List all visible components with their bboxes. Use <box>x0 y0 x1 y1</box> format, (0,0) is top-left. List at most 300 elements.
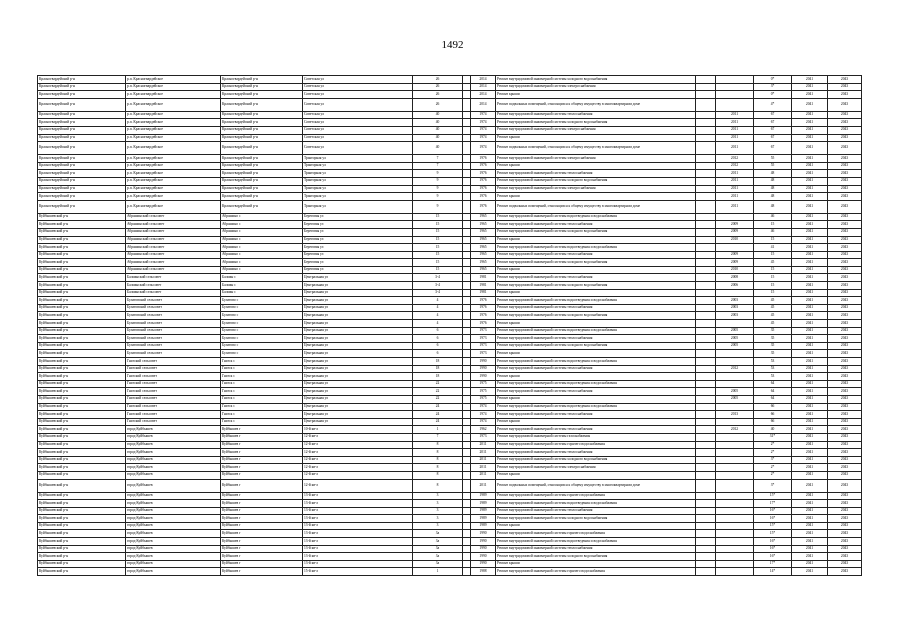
cell-wear: 15 <box>754 289 792 297</box>
cell-district: Куйбышевский р-н <box>38 365 126 373</box>
table-row <box>38 83 862 91</box>
cell-wear: 55 <box>754 155 792 163</box>
table-row <box>38 119 862 127</box>
cell-last-repair-year <box>716 403 754 411</box>
cell-house: 40 <box>413 134 463 142</box>
cell-plan-start: 2041 <box>792 418 828 426</box>
cell-house: 15 <box>413 251 463 259</box>
cell-blank <box>696 244 716 252</box>
cell-locality: Булатово с <box>221 327 303 335</box>
cell-municipality: город Куйбышев <box>126 507 221 515</box>
cell-blank <box>696 228 716 236</box>
cell-work-type: Ремонт внутридомовой инженерной системы холодного водоснабжения <box>496 119 696 127</box>
cell-work-type: Ремонт крыши <box>496 560 696 568</box>
cell-wear: 67 <box>754 126 792 134</box>
cell-last-repair-year: 2009 <box>716 251 754 259</box>
cell-house: 18 <box>413 358 463 366</box>
cell-year-built: 1965 <box>471 251 496 259</box>
cell-locality: Абрашино с <box>221 228 303 236</box>
cell-locality: Абрашино с <box>221 244 303 252</box>
table-row <box>38 91 862 99</box>
cell-plan-start: 2041 <box>792 98 828 111</box>
cell-work-type: Ремонт внутридомовой инженерной системы холодного водоснабжения <box>496 456 696 464</box>
cell-year-built: 1974 <box>471 418 496 426</box>
cell-street: Береговая ул <box>303 213 413 221</box>
cell-house: 6 <box>413 342 463 350</box>
cell-work-type: Ремонт внутридомовой инженерной системы холодного водоснабжения <box>496 282 696 290</box>
cell-blank <box>696 507 716 515</box>
cell-blank <box>696 304 716 312</box>
cell-locality: Красногвардейский р-н <box>221 177 303 185</box>
cell-wear: 46 <box>754 228 792 236</box>
table-row <box>38 221 862 229</box>
cell-building <box>463 358 471 366</box>
cell-street: Центральная ул <box>303 418 413 426</box>
table-row <box>38 538 862 546</box>
cell-last-repair-year: 2011 <box>716 193 754 201</box>
cell-year-built: 2011 <box>471 479 496 492</box>
cell-municipality: город Куйбышев <box>126 426 221 434</box>
cell-plan-start: 2041 <box>792 395 828 403</box>
cell-locality: Булатово с <box>221 312 303 320</box>
cell-work-type: Ремонт внутридомовой инженерной системы теплоснабжения <box>496 304 696 312</box>
table-row <box>38 155 862 163</box>
cell-street: 12-й кв-л <box>303 433 413 441</box>
cell-blank <box>696 170 716 178</box>
cell-year-built: 1974 <box>471 119 496 127</box>
cell-year-built: 2011 <box>471 464 496 472</box>
cell-locality: Красногвардейский р-н <box>221 185 303 193</box>
cell-year-built: 1989 <box>471 515 496 523</box>
cell-municipality: Абрашинский сельсовет <box>126 266 221 274</box>
cell-locality: Балман с <box>221 289 303 297</box>
cell-work-type: Ремонт внутридомовой инженерной системы теплоснабжения <box>496 221 696 229</box>
cell-municipality: р.п. Красногвардейское <box>126 91 221 99</box>
table-row <box>38 297 862 305</box>
cell-last-repair-year <box>716 507 754 515</box>
cell-wear: 66 <box>754 403 792 411</box>
cell-blank <box>696 545 716 553</box>
cell-house: 15 <box>413 221 463 229</box>
cell-building <box>463 350 471 358</box>
cell-plan-end: 2043 <box>828 426 862 434</box>
cell-house: 24 <box>413 418 463 426</box>
table-row <box>38 142 862 155</box>
cell-municipality: Гнатский сельсовет <box>126 358 221 366</box>
cell-house: 8 <box>413 456 463 464</box>
cell-blank <box>696 449 716 457</box>
cell-plan-end: 2043 <box>828 126 862 134</box>
cell-house: 1 <box>413 568 463 576</box>
cell-district: Красногвардейский р-н <box>38 170 126 178</box>
cell-district: Красногвардейский р-н <box>38 76 126 84</box>
cell-wear: 45 <box>754 320 792 328</box>
cell-plan-start: 2041 <box>792 289 828 297</box>
cell-locality: Куйбышев г <box>221 464 303 472</box>
cell-street: 13-й кв-л <box>303 553 413 561</box>
cell-plan-end: 2043 <box>828 388 862 396</box>
cell-municipality: Булатовский сельсовет <box>126 335 221 343</box>
cell-year-built: 1988 <box>471 568 496 576</box>
cell-wear: 66 <box>754 411 792 419</box>
cell-last-repair-year <box>716 456 754 464</box>
cell-house: 7 <box>413 433 463 441</box>
cell-year-built: 1965 <box>471 244 496 252</box>
cell-house: 9 <box>413 193 463 201</box>
cell-plan-start: 2041 <box>792 433 828 441</box>
table-row <box>38 522 862 530</box>
cell-last-repair-year: 2010 <box>716 266 754 274</box>
cell-blank <box>696 134 716 142</box>
table-row <box>38 515 862 523</box>
cell-plan-start: 2041 <box>792 126 828 134</box>
cell-building <box>463 274 471 282</box>
cell-work-type: Ремонт внутридомовой инженерной системы холодного водоснабжения <box>496 312 696 320</box>
cell-locality: Куйбышев г <box>221 456 303 464</box>
cell-locality: Красногвардейский р-н <box>221 142 303 155</box>
cell-last-repair-year <box>716 464 754 472</box>
cell-street: Береговая ул <box>303 236 413 244</box>
cell-district: Красногвардейский р-н <box>38 111 126 119</box>
cell-plan-start: 2041 <box>792 244 828 252</box>
cell-blank <box>696 403 716 411</box>
cell-locality: Куйбышев г <box>221 538 303 546</box>
cell-plan-start: 2041 <box>792 162 828 170</box>
cell-district: Красногвардейский р-н <box>38 185 126 193</box>
cell-plan-end: 2043 <box>828 213 862 221</box>
cell-building <box>463 155 471 163</box>
cell-plan-end: 2043 <box>828 142 862 155</box>
cell-house: 22 <box>413 380 463 388</box>
cell-house: 1 <box>413 426 463 434</box>
cell-work-type: Ремонт подвальных помещений, относящихся к общему имуществу в многоквартирном доме <box>496 98 696 111</box>
cell-work-type: Ремонт внутридомовой инженерной системы электроснабжения <box>496 126 696 134</box>
cell-plan-start: 2041 <box>792 142 828 155</box>
cell-blank <box>696 365 716 373</box>
cell-last-repair-year <box>716 441 754 449</box>
cell-last-repair-year: 2011 <box>716 134 754 142</box>
page-number: 1492 <box>441 39 464 51</box>
cell-blank <box>696 142 716 155</box>
cell-house: 8 <box>413 479 463 492</box>
cell-wear: 45 <box>754 312 792 320</box>
cell-municipality: Балманский сельсовет <box>126 274 221 282</box>
cell-locality: Куйбышев г <box>221 449 303 457</box>
cell-building <box>463 530 471 538</box>
cell-plan-start: 2041 <box>792 365 828 373</box>
cell-plan-end: 2043 <box>828 545 862 553</box>
cell-blank <box>696 464 716 472</box>
cell-municipality: Булатовский сельсовет <box>126 297 221 305</box>
cell-district: Красногвардейский р-н <box>38 98 126 111</box>
cell-plan-end: 2043 <box>828 289 862 297</box>
cell-blank <box>696 200 716 213</box>
cell-building <box>463 515 471 523</box>
table-row <box>38 441 862 449</box>
cell-locality: Красногвардейский р-н <box>221 200 303 213</box>
cell-locality: Абрашино с <box>221 251 303 259</box>
cell-municipality: город Куйбышев <box>126 471 221 479</box>
table-row <box>38 170 862 178</box>
cell-plan-start: 2041 <box>792 111 828 119</box>
cell-locality: Красногвардейский р-н <box>221 134 303 142</box>
cell-wear: 48 <box>754 200 792 213</box>
cell-wear: 40 <box>754 426 792 434</box>
cell-district: Куйбышевский р-н <box>38 297 126 305</box>
cell-plan-start: 2041 <box>792 274 828 282</box>
cell-locality: Гнатск с <box>221 365 303 373</box>
cell-building <box>463 388 471 396</box>
table-row <box>38 134 862 142</box>
cell-plan-start: 2041 <box>792 259 828 267</box>
cell-district: Куйбышевский р-н <box>38 464 126 472</box>
cell-wear: 66 <box>754 418 792 426</box>
cell-building <box>463 433 471 441</box>
cell-street: Центральная ул <box>303 388 413 396</box>
cell-plan-start: 2041 <box>792 403 828 411</box>
table-row <box>38 266 862 274</box>
cell-house: 9 <box>413 177 463 185</box>
cell-district: Куйбышевский р-н <box>38 350 126 358</box>
cell-plan-end: 2043 <box>828 403 862 411</box>
cell-district: Красногвардейский р-н <box>38 119 126 127</box>
table-row <box>38 282 862 290</box>
cell-year-built: 1965 <box>471 213 496 221</box>
table-row <box>38 507 862 515</box>
cell-locality: Куйбышев г <box>221 433 303 441</box>
cell-district: Красногвардейский р-н <box>38 193 126 201</box>
cell-wear: 48 <box>754 185 792 193</box>
cell-last-repair-year: 2012 <box>716 365 754 373</box>
cell-plan-end: 2043 <box>828 259 862 267</box>
cell-blank <box>696 479 716 492</box>
cell-district: Куйбышевский р-н <box>38 456 126 464</box>
cell-house: 8 <box>413 464 463 472</box>
cell-plan-end: 2043 <box>828 134 862 142</box>
cell-building <box>463 289 471 297</box>
cell-municipality: город Куйбышев <box>126 522 221 530</box>
cell-building <box>463 507 471 515</box>
cell-last-repair-year: 2006 <box>716 282 754 290</box>
cell-municipality: город Куйбышев <box>126 492 221 500</box>
cell-building <box>463 568 471 576</box>
cell-house: 15 <box>413 213 463 221</box>
cell-street: 12-й кв-л <box>303 449 413 457</box>
cell-plan-start: 2041 <box>792 507 828 515</box>
cell-plan-end: 2043 <box>828 479 862 492</box>
table-row <box>38 162 862 170</box>
cell-work-type: Ремонт подвальных помещений, относящихся к общему имуществу в многоквартирном доме <box>496 142 696 155</box>
cell-last-repair-year: 2011 <box>716 177 754 185</box>
cell-plan-start: 2041 <box>792 492 828 500</box>
cell-locality: Гнатск с <box>221 358 303 366</box>
cell-street: Центральная ул <box>303 320 413 328</box>
cell-street: Советская ул <box>303 111 413 119</box>
cell-wear: 48 <box>754 170 792 178</box>
cell-district: Красногвардейский р-н <box>38 83 126 91</box>
cell-last-repair-year: 2003 <box>716 297 754 305</box>
cell-municipality: город Куйбышев <box>126 515 221 523</box>
cell-street: Береговая ул <box>303 221 413 229</box>
cell-last-repair-year <box>716 568 754 576</box>
cell-building <box>463 522 471 530</box>
cell-building <box>463 500 471 508</box>
cell-district: Куйбышевский р-н <box>38 312 126 320</box>
cell-blank <box>696 312 716 320</box>
cell-building <box>463 134 471 142</box>
cell-plan-start: 2041 <box>792 471 828 479</box>
cell-district: Куйбышевский р-н <box>38 479 126 492</box>
table-row <box>38 568 862 576</box>
cell-street: Центральная ул <box>303 395 413 403</box>
cell-plan-end: 2043 <box>828 320 862 328</box>
cell-work-type: Ремонт подвальных помещений, относящихся к общему имуществу в многоквартирном доме <box>496 479 696 492</box>
cell-last-repair-year: 2012 <box>716 162 754 170</box>
cell-locality: Балман с <box>221 274 303 282</box>
cell-plan-start: 2041 <box>792 83 828 91</box>
cell-plan-start: 2041 <box>792 193 828 201</box>
cell-wear: 14* <box>754 568 792 576</box>
cell-plan-start: 2041 <box>792 312 828 320</box>
cell-work-type: Ремонт внутридомовой инженерной системы водоотведения и водоснабжения <box>496 297 696 305</box>
cell-district: Куйбышевский р-н <box>38 327 126 335</box>
cell-municipality: р.п. Красногвардейское <box>126 76 221 84</box>
cell-plan-end: 2043 <box>828 464 862 472</box>
cell-wear: 2* <box>754 471 792 479</box>
cell-last-repair-year <box>716 433 754 441</box>
cell-blank <box>696 193 716 201</box>
cell-plan-end: 2043 <box>828 170 862 178</box>
cell-district: Куйбышевский р-н <box>38 228 126 236</box>
cell-district: Куйбышевский р-н <box>38 507 126 515</box>
cell-municipality: Абрашинский сельсовет <box>126 221 221 229</box>
cell-blank <box>696 568 716 576</box>
cell-municipality: р.п. Красногвардейское <box>126 162 221 170</box>
cell-street: Советская ул <box>303 76 413 84</box>
cell-wear: 45 <box>754 297 792 305</box>
table-row <box>38 304 862 312</box>
cell-house: 40 <box>413 119 463 127</box>
cell-house: 7 <box>413 155 463 163</box>
cell-building <box>463 119 471 127</box>
table-row <box>38 545 862 553</box>
cell-house: 3-4 <box>413 289 463 297</box>
cell-district: Куйбышевский р-н <box>38 500 126 508</box>
cell-street: Центральная ул <box>303 274 413 282</box>
cell-locality: Красногвардейский р-н <box>221 98 303 111</box>
cell-plan-start: 2041 <box>792 327 828 335</box>
cell-last-repair-year <box>716 244 754 252</box>
cell-locality: Куйбышев г <box>221 530 303 538</box>
cell-work-type: Ремонт внутридомовой инженерной системы водоотведения и водоснабжения <box>496 380 696 388</box>
cell-last-repair-year <box>716 530 754 538</box>
cell-plan-start: 2041 <box>792 456 828 464</box>
cell-work-type: Ремонт внутридомовой инженерной системы горячего водоснабжения <box>496 568 696 576</box>
cell-district: Куйбышевский р-н <box>38 213 126 221</box>
cell-municipality: город Куйбышев <box>126 568 221 576</box>
cell-plan-start: 2041 <box>792 411 828 419</box>
cell-plan-end: 2043 <box>828 282 862 290</box>
cell-work-type: Ремонт внутридомовой инженерной системы холодного водоснабжения <box>496 177 696 185</box>
cell-street: 15-й кв-л <box>303 568 413 576</box>
cell-locality: Гнатск с <box>221 418 303 426</box>
cell-year-built: 1965 <box>471 236 496 244</box>
cell-wear: 17* <box>754 500 792 508</box>
cell-wear: 45 <box>754 259 792 267</box>
cell-locality: Куйбышев г <box>221 471 303 479</box>
cell-wear: 41 <box>754 244 792 252</box>
cell-street: 12-й кв-л <box>303 456 413 464</box>
cell-wear: 35 <box>754 342 792 350</box>
cell-wear: 35 <box>754 335 792 343</box>
table-row <box>38 350 862 358</box>
cell-municipality: город Куйбышев <box>126 464 221 472</box>
cell-house: 3-4 <box>413 274 463 282</box>
cell-building <box>463 193 471 201</box>
cell-building <box>463 411 471 419</box>
cell-plan-start: 2041 <box>792 320 828 328</box>
cell-building <box>463 426 471 434</box>
cell-last-repair-year: 2011 <box>716 200 754 213</box>
cell-blank <box>696 342 716 350</box>
cell-plan-start: 2041 <box>792 297 828 305</box>
cell-blank <box>696 418 716 426</box>
cell-locality: Куйбышев г <box>221 560 303 568</box>
cell-work-type: Ремонт внутридомовой инженерной системы холодного водоснабжения <box>496 259 696 267</box>
cell-building <box>463 126 471 134</box>
cell-plan-start: 2041 <box>792 500 828 508</box>
cell-house: 18 <box>413 373 463 381</box>
cell-blank <box>696 213 716 221</box>
cell-municipality: р.п. Красногвардейское <box>126 134 221 142</box>
cell-plan-end: 2043 <box>828 530 862 538</box>
cell-house: 3 <box>413 492 463 500</box>
cell-building <box>463 492 471 500</box>
cell-street: Советская ул <box>303 142 413 155</box>
cell-year-built: 1990 <box>471 545 496 553</box>
cell-street: 13-й кв-л <box>303 507 413 515</box>
cell-district: Красногвардейский р-н <box>38 177 126 185</box>
cell-work-type: Ремонт внутридомовой инженерной системы холодного водоснабжения <box>496 228 696 236</box>
cell-last-repair-year: 2005 <box>716 327 754 335</box>
cell-building <box>463 395 471 403</box>
cell-work-type: Ремонт внутридомовой инженерной системы водоотведения и водоснабжения <box>496 538 696 546</box>
cell-blank <box>696 274 716 282</box>
cell-district: Куйбышевский р-н <box>38 221 126 229</box>
cell-blank <box>696 76 716 84</box>
cell-last-repair-year <box>716 289 754 297</box>
cell-year-built: 1976 <box>471 155 496 163</box>
cell-blank <box>696 221 716 229</box>
cell-building <box>463 342 471 350</box>
cell-blank <box>696 320 716 328</box>
cell-blank <box>696 327 716 335</box>
cell-house: 9 <box>413 185 463 193</box>
cell-work-type: Ремонт внутридомовой инженерной системы водоотведения и водоснабжения <box>496 403 696 411</box>
cell-last-repair-year: 2008 <box>716 274 754 282</box>
table-row <box>38 342 862 350</box>
cell-street: Советская ул <box>303 98 413 111</box>
cell-plan-end: 2043 <box>828 441 862 449</box>
cell-plan-start: 2041 <box>792 373 828 381</box>
cell-blank <box>696 282 716 290</box>
cell-street: Тракторная ул <box>303 200 413 213</box>
cell-year-built: 1976 <box>471 193 496 201</box>
cell-locality: Куйбышев г <box>221 507 303 515</box>
cell-year-built: 1974 <box>471 411 496 419</box>
cell-plan-end: 2043 <box>828 342 862 350</box>
cell-district: Куйбышевский р-н <box>38 568 126 576</box>
